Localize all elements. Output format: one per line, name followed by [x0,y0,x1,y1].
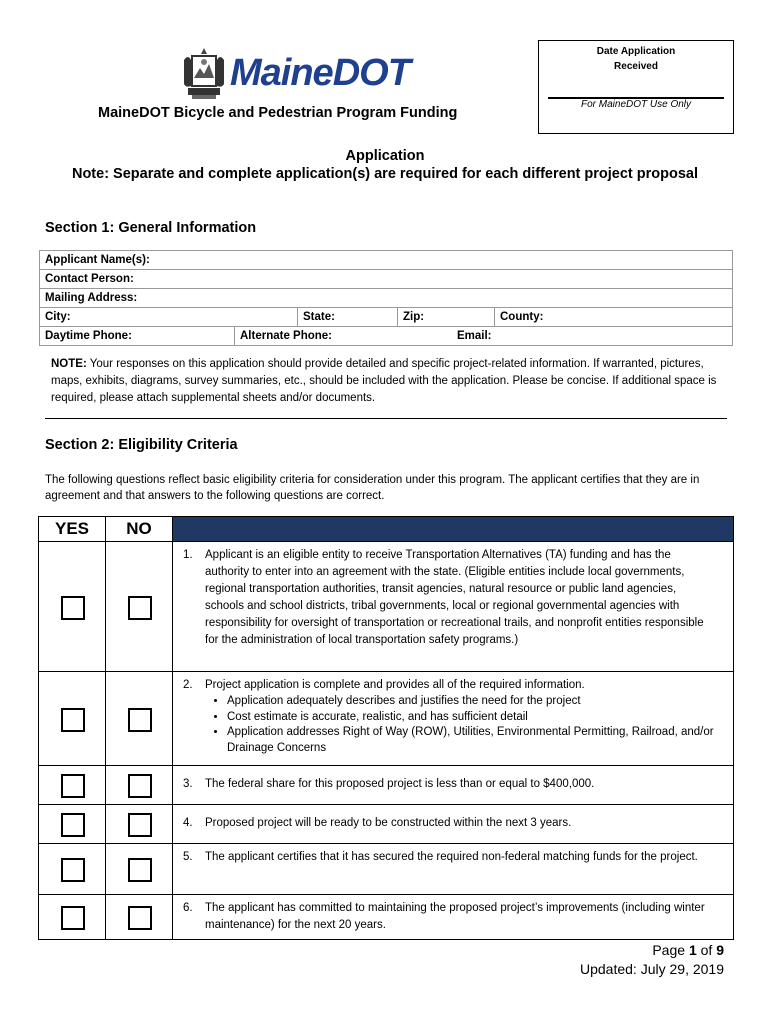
county-field[interactable]: County: [494,308,732,326]
yes-checkbox-6[interactable] [61,906,85,930]
no-column-header: NO [106,517,173,541]
no-checkbox-4[interactable] [128,813,152,837]
mainedot-logo [182,40,410,100]
mailing-address-field[interactable]: Mailing Address: [45,292,138,304]
yes-checkbox-2[interactable] [61,708,85,732]
criterion-text: The applicant has committed to maintaining the proposed project’s improvements (including winter maintenance) for the next 20 years. [205,902,705,931]
note-label: NOTE: [51,358,87,370]
date-box-use-note: For MaineDOT Use Only [580,99,692,110]
no-checkbox-1[interactable] [128,596,152,620]
criterion-number: 6. [183,902,193,914]
yes-column-header: YES [39,517,106,541]
date-received-box [538,40,734,134]
yes-checkbox-4[interactable] [61,813,85,837]
criterion-text: Proposed project will be ready to be constructed within the next 3 years. [205,817,572,829]
criterion-text: The federal share for this proposed project is less than or equal to $400,000. [205,778,595,790]
yes-checkbox-3[interactable] [61,774,85,798]
criterion-row-3 [39,765,733,804]
criterion-text: Applicant is an eligible entity to receive Transportation Alternatives (TA) funding and has the authority to enter into an agreement with the state. (Eligible entities include local governments, regional transportation authorities, transit agencies, natural resource or public land agencies, schools and school districts, tribal governments, local or regional governmental agencies with responsibility for oversight of transportation or recreational trails, and nonprofit entities responsible for the administration of local transportation safety programs.) [205,549,704,646]
table-row [40,270,732,289]
list-item: • Application adequately describes and justifies the need for the project [227,694,715,710]
state-field[interactable]: State: [297,308,397,326]
no-checkbox-2[interactable] [128,708,152,732]
no-checkbox-6[interactable] [128,906,152,930]
criterion-number: 5. [183,851,193,863]
applicant-names-field[interactable]: Applicant Name(s): [45,254,150,266]
criterion-number: 2. [183,679,193,691]
list-item: • Application addresses Right of Way (ROW), Utilities, Environmental Permitting, Railroad, and/or Drainage Concerns [227,725,715,756]
total-pages: 9 [716,942,724,958]
criterion-text: Project application is complete and provides all of the required information. [205,679,585,691]
section1-note [51,356,721,407]
page-prefix: Page [652,942,689,958]
criterion-number: 3. [183,778,193,790]
email-field[interactable]: Email: [457,330,492,342]
header-fill [173,517,733,541]
state-seal-icon [182,46,226,100]
application-note: Note: Separate and complete application(s) are required for each different project proposal [71,166,699,182]
page-footer [580,941,724,979]
date-box-label-line1: Date Application [596,46,676,57]
criterion-row-1 [39,541,733,671]
list-item: • Cost estimate is accurate, realistic, and has sufficient detail [227,710,715,726]
table-row [40,251,732,270]
criterion-row-4 [39,804,733,843]
criterion-text: The applicant certifies that it has secured the required non-federal matching funds for the project. [205,851,698,863]
criteria-header-row [39,517,733,541]
note-text: Your responses on this application should provide detailed and specific project-related information. If warranted, pictures, maps, exhibits, diagrams, survey summaries, etc., should be included with the application. Please be concise. If additional space is required, please attach supplemental sheets and/or documents. [51,358,717,404]
yes-checkbox-1[interactable] [61,596,85,620]
criterion-row-6 [39,894,733,939]
table-row [40,289,732,308]
alternate-phone-field[interactable]: Alternate Phone: [234,327,452,345]
section2-intro: The following questions reflect basic eligibility criteria for consideration under this program. The applicant certifies that they are in agreement and that answers to the following questions are correct. [45,474,700,502]
general-info-table [39,250,733,346]
application-title: Application [345,148,425,164]
current-page: 1 [688,942,697,958]
criterion-bullets [205,694,715,756]
yes-checkbox-5[interactable] [61,858,85,882]
updated-date: Updated: July 29, 2019 [580,961,724,977]
daytime-phone-field[interactable]: Daytime Phone: [45,330,132,342]
page-number [580,941,724,960]
criterion-number: 4. [183,817,193,829]
contact-person-field[interactable]: Contact Person: [45,273,134,285]
program-title: MaineDOT Bicycle and Pedestrian Program Funding [98,105,458,121]
no-checkbox-3[interactable] [128,774,152,798]
criterion-row-5 [39,843,733,894]
table-row [40,308,732,327]
no-checkbox-5[interactable] [128,858,152,882]
eligibility-criteria-table [38,516,734,940]
criterion-row-2 [39,671,733,765]
page-of: of [696,942,717,958]
zip-field[interactable]: Zip: [397,308,494,326]
section2-heading: Section 2: Eligibility Criteria [45,437,238,453]
city-field[interactable]: City: [45,311,71,323]
table-row [40,327,732,345]
logo-brand-text: MaineDOT [230,52,410,94]
section1-heading: Section 1: General Information [45,220,257,236]
criterion-number: 1. [183,549,193,561]
divider [45,418,727,419]
date-box-label-line2: Received [614,61,658,72]
